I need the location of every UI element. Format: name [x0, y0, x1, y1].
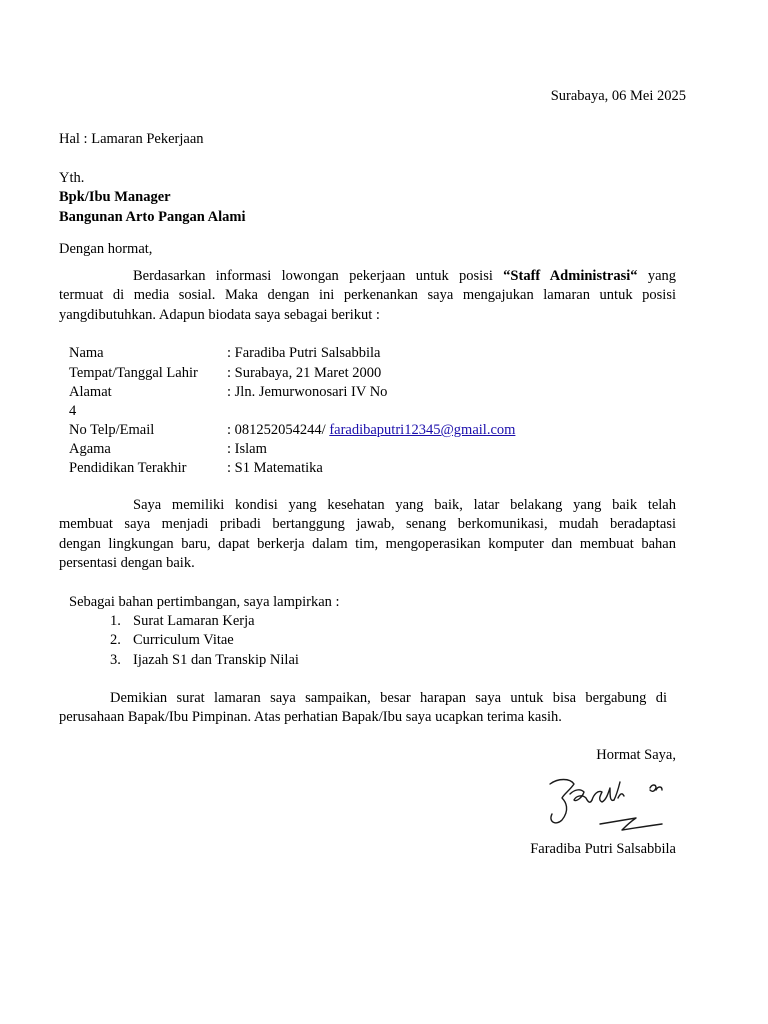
closing-line-1: Demikian surat lamaran saya sampaikan, besar harapan saya untuk bisa bergabung di — [110, 690, 667, 706]
body-paragraph — [59, 496, 676, 573]
subject-line: Hal : Lamaran Pekerjaan — [59, 131, 204, 147]
recipient-name: Bpk/Ibu Manager — [59, 189, 171, 205]
contact-label: No Telp/Email — [69, 422, 155, 438]
education-label: Pendidikan Terakhir — [69, 460, 187, 476]
intro-line-3: yangdibutuhkan. Adapun biodata saya sebagai berikut : — [59, 306, 380, 323]
place-date: Surabaya, 06 Mei 2025 — [550, 88, 686, 104]
address-overflow: 4 — [69, 403, 77, 419]
list-item-number: 3. — [110, 652, 121, 668]
education-value: : S1 Matematika — [227, 460, 323, 476]
recipient-company: Bangunan Arto Pangan Alami — [59, 209, 246, 225]
address-label: Alamat — [69, 384, 112, 400]
phone-value: : 081252054244/ — [227, 422, 326, 438]
birth-label: Tempat/Tanggal Lahir — [69, 365, 198, 381]
list-item: Surat Lamaran Kerja — [133, 613, 255, 629]
attachments-intro: Sebagai bahan pertimbangan, saya lampirkan : — [69, 594, 340, 610]
handwritten-signature — [540, 770, 670, 840]
birth-value: : Surabaya, 21 Maret 2000 — [227, 365, 382, 381]
list-item-number: 2. — [110, 632, 121, 648]
position-name: “Staff Administrasi“ — [503, 268, 638, 284]
address-value: : Jln. Jemurwonosari IV No — [227, 384, 388, 400]
body-line-2: membuat saya menjadi pribadi bertanggung jawab, senang berkomunikasi, mudah beradaptasi — [59, 516, 676, 533]
body-line-3: dengan lingkungan baru, dapat berkerja dalam tim, mengoperasikan komputer dan membuat bahan — [59, 535, 676, 552]
body-line-1: Saya memiliki kondisi yang kesehatan yang baik, latar belakang yang baik telah — [133, 497, 676, 513]
signature-name: Faradiba Putri Salsabbila — [530, 841, 676, 857]
name-value: : Faradiba Putri Salsabbila — [227, 345, 381, 361]
intro-text-end: yang — [647, 268, 677, 284]
intro-paragraph — [59, 267, 676, 325]
body-line-4: persentasi dengan baik. — [59, 554, 195, 571]
greeting: Dengan hormat, — [59, 241, 153, 257]
religion-value: : Islam — [227, 441, 267, 457]
contact-value — [227, 421, 515, 440]
intro-text: Berdasarkan informasi lowongan pekerjaan untuk posisi — [133, 268, 493, 284]
closing-line-2: perusahaan Bapak/Ibu Pimpinan. Atas perhatian Bapak/Ibu saya ucapkan terima kasih. — [59, 709, 562, 726]
recipient-salutation: Yth. — [59, 170, 85, 186]
intro-line-2: termuat di media sosial. Maka dengan ini perkenankan saya mengajukan lamaran untuk posisi — [59, 287, 676, 304]
closing-paragraph — [59, 689, 676, 728]
list-item-number: 1. — [110, 613, 121, 629]
list-item: Ijazah S1 dan Transkip Nilai — [133, 652, 299, 668]
list-item: Curriculum Vitae — [133, 632, 234, 648]
name-label: Nama — [69, 345, 104, 361]
email-link[interactable]: faradibaputri12345@gmail.com — [329, 422, 516, 438]
intro-line-1 — [59, 267, 676, 286]
religion-label: Agama — [69, 441, 111, 457]
sign-off: Hormat Saya, — [596, 747, 676, 763]
